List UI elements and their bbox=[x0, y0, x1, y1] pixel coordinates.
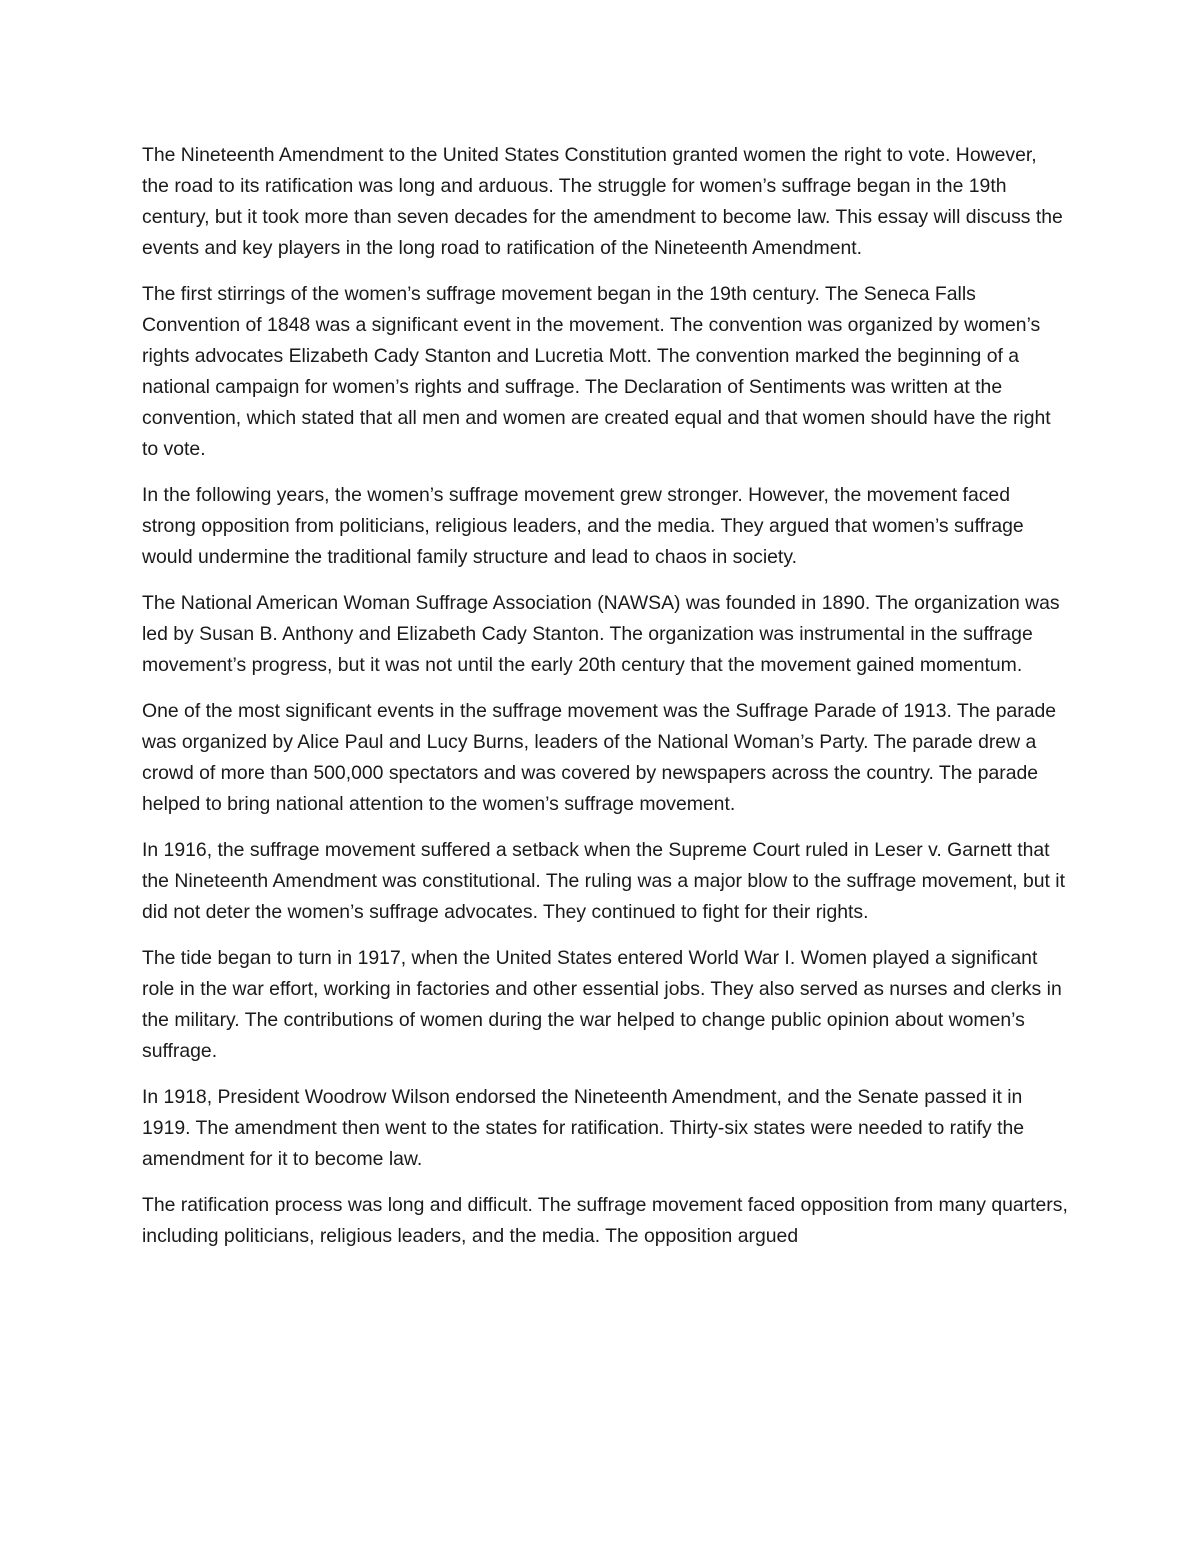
document-body bbox=[142, 140, 1068, 1267]
paragraph-6: In 1916, the suffrage movement suffered a setback when the Supreme Court ruled in Leser v. Garnett that the Nineteenth Amendment was constitutional. The ruling was a major blow to the suffrage movement, but it did not deter the women’s suffrage advocates. They continued to fight for their rights. bbox=[142, 839, 1065, 923]
paragraph-9: The ratification process was long and difficult. The suffrage movement faced opposition from many quarters, including politicians, religious leaders, and the media. The opposition argued bbox=[142, 1194, 1068, 1247]
paragraph-7: The tide began to turn in 1917, when the United States entered World War I. Women played a significant role in the war effort, working in factories and other essential jobs. They also served as nurses and clerks in the military. The contributions of women during the war helped to change public opinion about women’s suffrage. bbox=[142, 947, 1062, 1062]
paragraph-2: The first stirrings of the women’s suffrage movement began in the 19th century. The Seneca Falls Convention of 1848 was a significant event in the movement. The convention was organized by women’s rights advocates Elizabeth Cady Stanton and Lucretia Mott. The convention marked the beginning of a national campaign for women’s rights and suffrage. The Declaration of Sentiments was written at the convention, which stated that all men and women are created equal and that women should have the right to vote. bbox=[142, 283, 1051, 460]
paragraph-5: One of the most significant events in the suffrage movement was the Suffrage Parade of 1913. The parade was organized by Alice Paul and Lucy Burns, leaders of the National Woman’s Party. The parade drew a crowd of more than 500,000 spectators and was covered by newspapers across the country. The parade helped to bring national attention to the women’s suffrage movement. bbox=[142, 700, 1057, 815]
paragraph-1: The Nineteenth Amendment to the United States Constitution granted women the right to vote. However, the road to its ratification was long and arduous. The struggle for women’s suffrage began in the 19th century, but it took more than seven decades for the amendment to become law. This essay will discuss the events and key players in the long road to ratification of the Nineteenth Amendment. bbox=[142, 144, 1063, 259]
paragraph-3: In the following years, the women’s suffrage movement grew stronger. However, the movement faced strong opposition from politicians, religious leaders, and the media. They argued that women’s suffrage would undermine the traditional family structure and lead to chaos in society. bbox=[142, 484, 1024, 568]
paragraph-4: The National American Woman Suffrage Association (NAWSA) was founded in 1890. The organization was led by Susan B. Anthony and Elizabeth Cady Stanton. The organization was instrumental in the suffrage movement’s progress, but it was not until the early 20th century that the movement gained momentum. bbox=[142, 592, 1060, 676]
paragraph-8: In 1918, President Woodrow Wilson endorsed the Nineteenth Amendment, and the Senate passed it in 1919. The amendment then went to the states for ratification. Thirty-six states were needed to ratify the amendment for it to become law. bbox=[142, 1086, 1025, 1170]
